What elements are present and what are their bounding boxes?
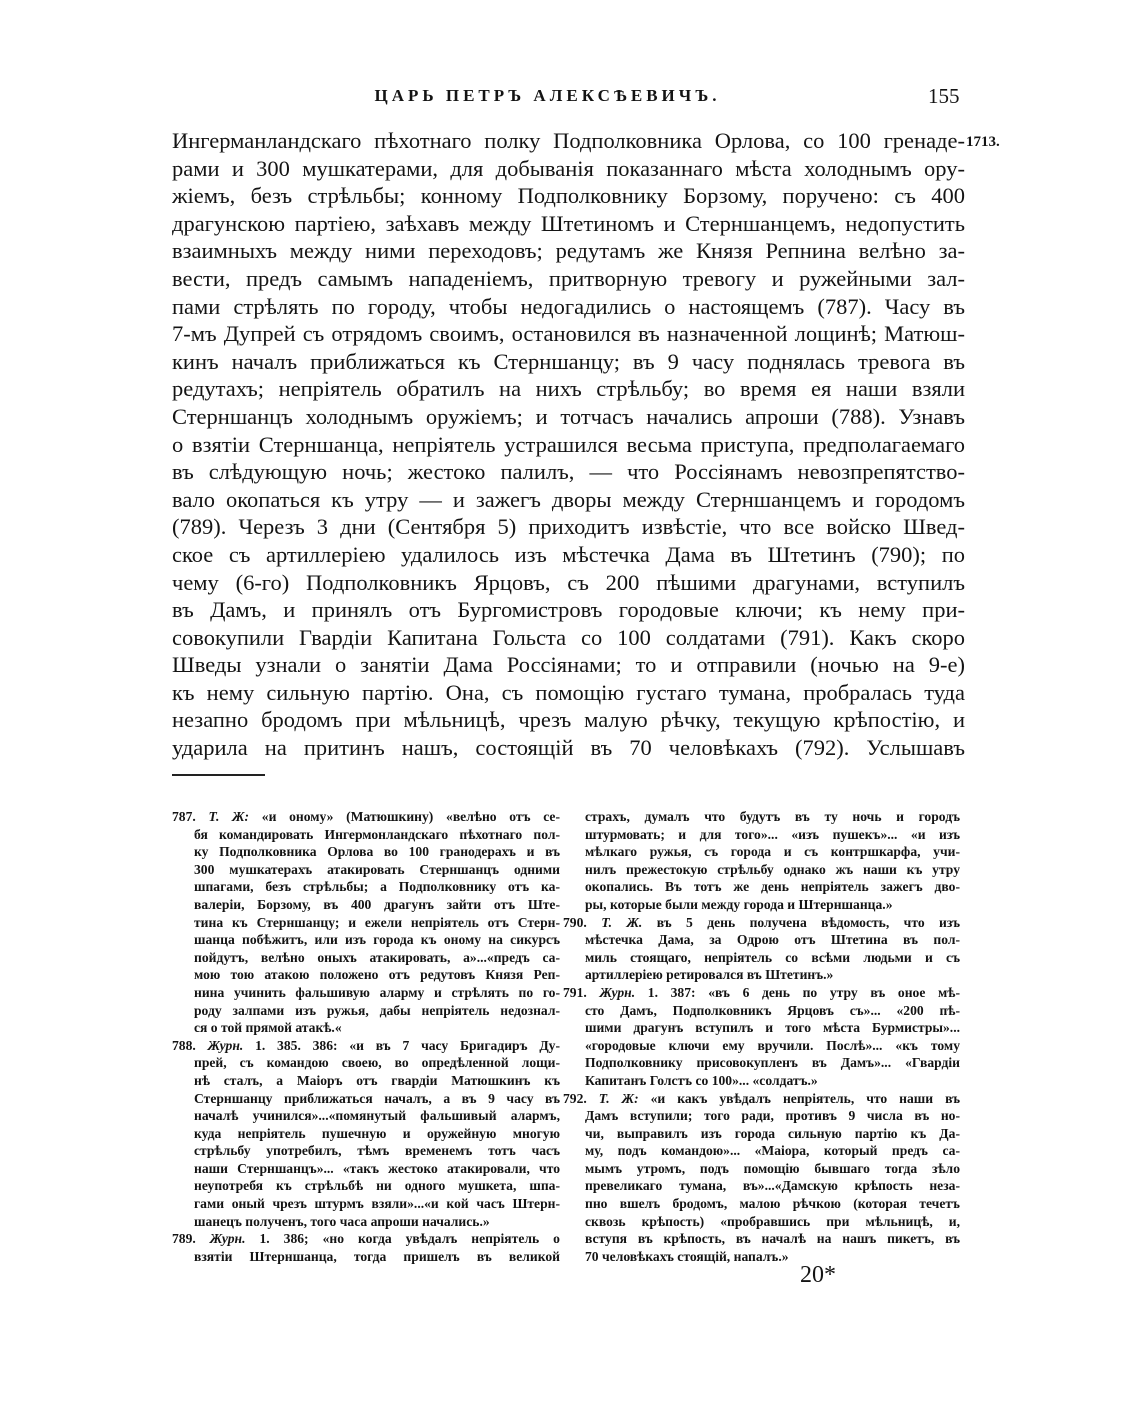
- text-line: редутахъ; непріятель обратилъ на нихъ стрѣльбу; во время ея наши взяли: [172, 376, 965, 402]
- main-text: [172, 127, 965, 762]
- footnote-line: [172, 1230, 560, 1248]
- footnote-line: наши Стерншанцъ»... «такъ жестоко атакировали, что: [194, 1160, 560, 1176]
- footnote-line: [563, 984, 960, 1002]
- running-title: ЦАРЬ ПЕТРЪ АЛЕКСѢЕВИЧЪ.: [374, 86, 721, 105]
- signature-mark: 20*: [800, 1262, 836, 1288]
- footnote-text: 1. 386; «но когда увѣдалъ непріятель о: [259, 1231, 560, 1247]
- footnote-text: 1. 387: «въ 6 день по утру въ оное мѣ-: [647, 984, 960, 1000]
- footnote-source: Журн.: [599, 984, 636, 1000]
- footnote-line: штурмовать; и для того»... «изъ пушекъ»... «и изъ: [585, 826, 960, 842]
- footnote-source: Журн.: [209, 1231, 246, 1247]
- text-line: вести, предъ самымъ нападеніемъ, притворную тревогу и ружейными зал-: [172, 265, 965, 291]
- footnote-line: [172, 1037, 560, 1055]
- footnote-line: валеріи, Борзому, въ 400 драгунъ зайти отъ Ште-: [194, 896, 560, 912]
- footnote-line: шанецъ полученъ, того часа апроши начались.»: [194, 1213, 490, 1229]
- footnote-line: му, подъ командою»... «Маіора, который предъ са-: [585, 1143, 960, 1159]
- footnote-line: [172, 808, 560, 826]
- text-line: совокупили Гвардіи Капитана Гольста со 100 солдатами (791). Какъ скоро: [172, 624, 965, 650]
- text-line: 7-мъ Дупрей съ отрядомъ своимъ, остановился въ назначенной лощинѣ; Матюш-: [172, 321, 965, 347]
- footnote-number: 787.: [172, 809, 196, 824]
- footnote-line: чи, выправилъ изъ города сильную партію къ Да-: [585, 1125, 960, 1141]
- footnote-line: Капитанъ Голстъ со 100»... «солдатъ.»: [585, 1072, 818, 1088]
- footnote-line: мою тою атакою положено отъ редутовъ Князя Реп-: [194, 967, 560, 983]
- footnote-line: 300 мушкатерахъ атакировать Стерншанцъ одними: [194, 861, 560, 877]
- footnote-text: «и какъ увѣдалъ непріятель, что наши въ: [650, 1090, 961, 1106]
- text-line: кинъ началъ приближаться къ Стерншанцу; въ 9 часу поднялась тревога въ: [172, 348, 965, 374]
- footnote-line: нина учинить фальшивую аларму и стрѣлять по го-: [194, 984, 560, 1000]
- footnote-line: нилъ прежестокую стрѣльбу однако жъ наши къ утру: [585, 861, 960, 877]
- footnote-number: 790.: [563, 914, 587, 930]
- footnote-line: ку Подполковника Орлова во 100 гранодерахъ и въ: [194, 844, 560, 860]
- footnote-line: прей, съ командою своею, во опредѣленной лощи-: [194, 1055, 560, 1071]
- text-line: въ слѣдующую ночь; жестоко палилъ, — что Россіянамъ невозпрепятство-: [172, 459, 965, 485]
- footnote-source: Т. Ж:: [598, 1090, 639, 1106]
- footnote-line: [563, 1090, 960, 1108]
- footnote-line: мымъ утромъ, подъ помощію бывшаго тогда зѣло: [585, 1160, 960, 1176]
- footnote-line: мѣлкаго ружья, съ города и съ контршкарфа, учи-: [585, 844, 960, 860]
- footnote-number: 791.: [563, 984, 587, 1000]
- footnote-line: Дамъ вступили; того ради, противъ 9 числа въ но-: [585, 1108, 960, 1124]
- footnote-line: Подполковнику присовокупленъ въ Дамъ»... «Гвардіи: [585, 1055, 960, 1071]
- footnote-line: пойдутъ, велѣно оныхъ атакировать, а»...«предъ са-: [194, 949, 560, 965]
- text-line: жіемъ, безъ стрѣльбы; конному Подполковнику Борзому, поручено: съ 400: [172, 183, 965, 209]
- footnote-number: 788.: [172, 1037, 196, 1053]
- footnote-line: ся о той прямой атакѣ.«: [194, 1020, 342, 1036]
- footnote-line: превеликаго тумана, въ»...«Дамскую крѣпость неза-: [585, 1178, 960, 1194]
- text-line: ское съ артиллеріею удалилось изъ мѣстечка Дама въ Штетинъ (790); по: [172, 541, 965, 567]
- footnote-line: сквозь крѣпость) «пробравшись при мѣльницѣ, и,: [585, 1213, 960, 1229]
- footnote-line: вступя въ крѣпость, въ началѣ на нашъ пикетъ, въ: [585, 1231, 960, 1247]
- text-line: пами стрѣлять по городу, чтобы недогадились о настоящемъ (787). Часу въ: [172, 293, 965, 319]
- footnote-line: началѣ учинился»...«помянутый фальшивый алармъ,: [194, 1108, 560, 1124]
- footnote-line: страхъ, думалъ что будутъ въ ту ночь и городъ: [585, 809, 960, 824]
- footnote-line: «городовые ключи ему вручили. Послѣ»... «къ тому: [585, 1037, 960, 1053]
- footnote-source: Т. Ж:: [208, 809, 250, 824]
- footnote-number: 792.: [563, 1090, 587, 1106]
- footnote-line: шанца побѣжитъ, или изъ города къ оному на сикурсъ: [194, 932, 560, 948]
- footnote-text: въ 5 день получена вѣдомость, что изъ: [656, 914, 960, 930]
- text-line: ударила на притинъ нашъ, состоящій въ 70 человѣкахъ (792). Услышавъ: [172, 735, 965, 761]
- text-line: Ингерманландскаго пѣхотнаго полку Подполковника Орлова, со 100 гренаде-: [172, 128, 965, 153]
- footnote-line: окопались. Въ тотъ же день непріятель зажегъ дво-: [585, 879, 960, 895]
- footnote-line: нѣ сталъ, а Маіоръ отъ гвардіи Матюшкинъ къ: [194, 1072, 560, 1088]
- text-line: рами и 300 мушкатерами, для добыванія показаннаго мѣста холоднымъ ору-: [172, 155, 965, 181]
- footnote-source: Т. Ж.: [601, 914, 643, 930]
- footnote-line: ры, которые были между города и Штерншанца.»: [585, 896, 893, 912]
- text-line: Шведы узнали о занятіи Дама Россіянами; то и отправили (ночью на 9-е): [172, 652, 965, 678]
- text-line: къ нему сильную партію. Она, съ помощію густаго тумана, пробралась туда: [172, 679, 965, 705]
- footnote-line: взятіи Штерншанца, тогда пришелъ въ великой: [194, 1248, 560, 1264]
- text-line: драгунскою партіею, заѣхавъ между Штетиномъ и Стерншанцемъ, недопустить: [172, 210, 965, 236]
- footnote-line: шпагами, безъ стрѣльбы; а Подполковнику отъ ка-: [194, 879, 560, 895]
- text-line: незапно бродомъ при мѣльницѣ, чрезъ малую рѣчку, текущую крѣпостію, и: [172, 707, 965, 733]
- footnote-text: 1. 385. 386: «и въ 7 часу Бригадиръ Ду-: [255, 1037, 560, 1053]
- text-line: Стерншанцъ холоднымъ оружіемъ; и тотчасъ начались апроши (788). Узнавъ: [172, 403, 965, 429]
- text-line: о взятіи Стерншанца, непріятель устрашился весьма приступа, предполагаемаго: [172, 431, 965, 457]
- text-line: взаимныхъ между ними переходовъ; редутамъ же Князя Репнина велѣно за-: [172, 238, 965, 264]
- footnote-line: бя командировать Ингермонландскаго пѣхотнаго пол-: [194, 826, 560, 842]
- text-line: въ Дамъ, и принялъ отъ Бургомистровъ городовые ключи; къ нему при-: [172, 597, 965, 623]
- footnote-line: шими драгунъ вступилъ и того мѣста Бурмистры»...: [585, 1020, 960, 1036]
- text-line: чему (6-го) Подполковникъ Ярцовъ, съ 200 пѣшими драгунами, вступилъ: [172, 569, 965, 595]
- footnote-line: 70 человѣкахъ стоящій, напалъ.»: [585, 1248, 789, 1264]
- footnote-line: артиллеріею ретировался въ Штетинъ.»: [585, 967, 834, 983]
- margin-year: 1713.: [966, 134, 1000, 150]
- footnote-line: гами оный чрезъ штурмъ взяли»...«и кой часъ Штерн-: [194, 1196, 560, 1212]
- footnote-line: сто Дамъ, Подполковникъ Ярцовъ съ»... «200 пѣ-: [585, 1002, 960, 1018]
- text-line: вало окопаться къ утру — и зажегъ дворы между Стерншанцемъ и городомъ: [172, 486, 965, 512]
- footnote-line: стрѣльбу употребилъ, тѣмъ временемъ тотъ часъ: [194, 1143, 560, 1159]
- footnote-rule: [172, 774, 265, 776]
- footnote-line: куда непріятель пушечную и оружейную многую: [194, 1125, 560, 1141]
- footnote-text: «и оному» (Матюшкину) «велѣно отъ се-: [261, 809, 560, 824]
- footnote-line: роду залпами изъ ружья, дабы непріятель недознал-: [194, 1002, 560, 1018]
- footnote-line: пно вшелъ бродомъ, малою рѣчкою (которая течетъ: [585, 1196, 960, 1212]
- text-line: (789). Черезъ 3 дни (Сентября 5) приходитъ извѣстіе, что все войско Швед-: [172, 514, 965, 540]
- footnote-line: [563, 914, 960, 932]
- footnote-source: Журн.: [207, 1037, 244, 1053]
- footnotes-right-column: [563, 808, 960, 1265]
- footnotes-left-column: [172, 808, 560, 1265]
- footnote-line: мѣстечка Дама, за Одрою отъ Штетина въ пол-: [585, 932, 960, 948]
- footnote-line: неупотребя къ стрѣльбѣ ни одного мушкета, шпа-: [194, 1178, 560, 1194]
- footnote-number: 789.: [172, 1231, 196, 1247]
- footnote-line: тина къ Стерншанцу; и ежели непріятель отъ Стерн-: [194, 914, 560, 930]
- footnote-line: Стерншанцу приближаться началъ, а въ 9 часу въ: [194, 1090, 560, 1106]
- page-number: 155: [928, 84, 960, 108]
- footnote-line: миль стоящаго, непріятель со всѣми людьми и съ: [585, 949, 960, 965]
